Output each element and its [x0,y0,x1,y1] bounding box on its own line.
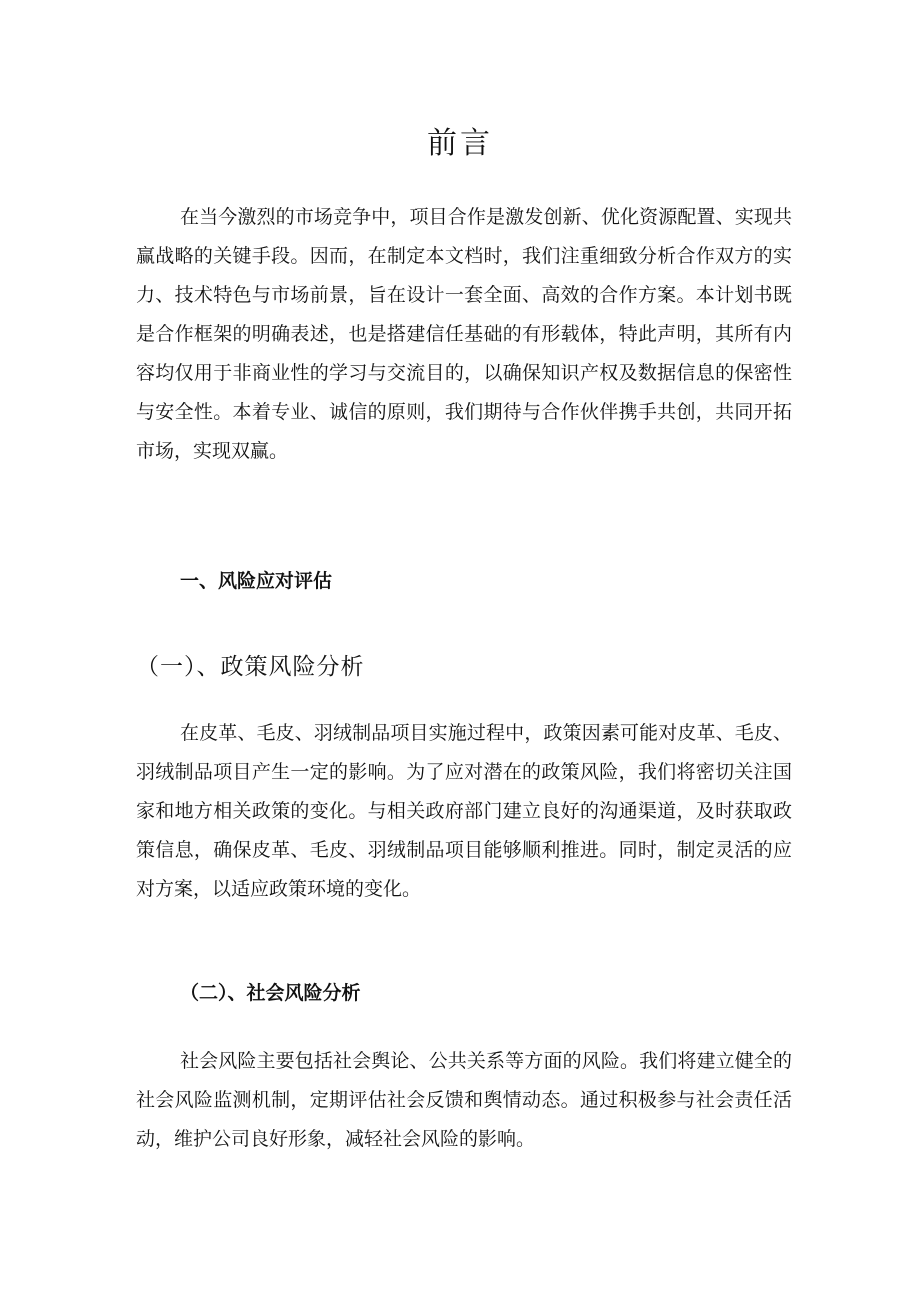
social-risk-paragraph: 社会风险主要包括社会舆论、公共关系等方面的风险。我们将建立健全的社会风险监测机制，定期评估社会反馈和舆情动态。通过积极参与社会责任活动，维护公司良好形象，减轻社会风险的影响。 [136,1050,792,1150]
subsection-heading-policy-risk: （一）、政策风险分析 [136,654,365,680]
subsection-heading-social-risk: （二）、社会风险分析 [180,982,361,1004]
policy-risk-paragraph: 在皮革、毛皮、羽绒制品项目实施过程中，政策因素可能对皮革、毛皮、羽绒制品项目产生一定的影响。为了应对潜在的政策风险，我们将密切关注国家和地方相关政策的变化。与相关政府部门建立良好的沟通渠道，及时获取政策信息，确保皮革、毛皮、羽绒制品项目能够顺利推进。同时，制定灵活的应对方案，以适应政策环境的变化。 [136,722,792,900]
intro-paragraph: 在当今激烈的市场竞争中，项目合作是激发创新、优化资源配置、实现共赢战略的关键手段。因而，在制定本文档时，我们注重细致分析合作双方的实力、技术特色与市场前景，旨在设计一套全面、高效的合作方案。本计划书既是合作框架的明确表述，也是搭建信任基础的有形载体，特此声明，其所有内容均仅用于非商业性的学习与交流目的，以确保知识产权及数据信息的保密性与安全性。本着专业、诚信的原则，我们期待与合作伙伴携手共创，共同开拓市场，实现双赢。 [136,206,792,462]
page-title: 前言 [427,126,493,161]
section-heading-risk-assessment: 一、风险应对评估 [180,570,333,592]
